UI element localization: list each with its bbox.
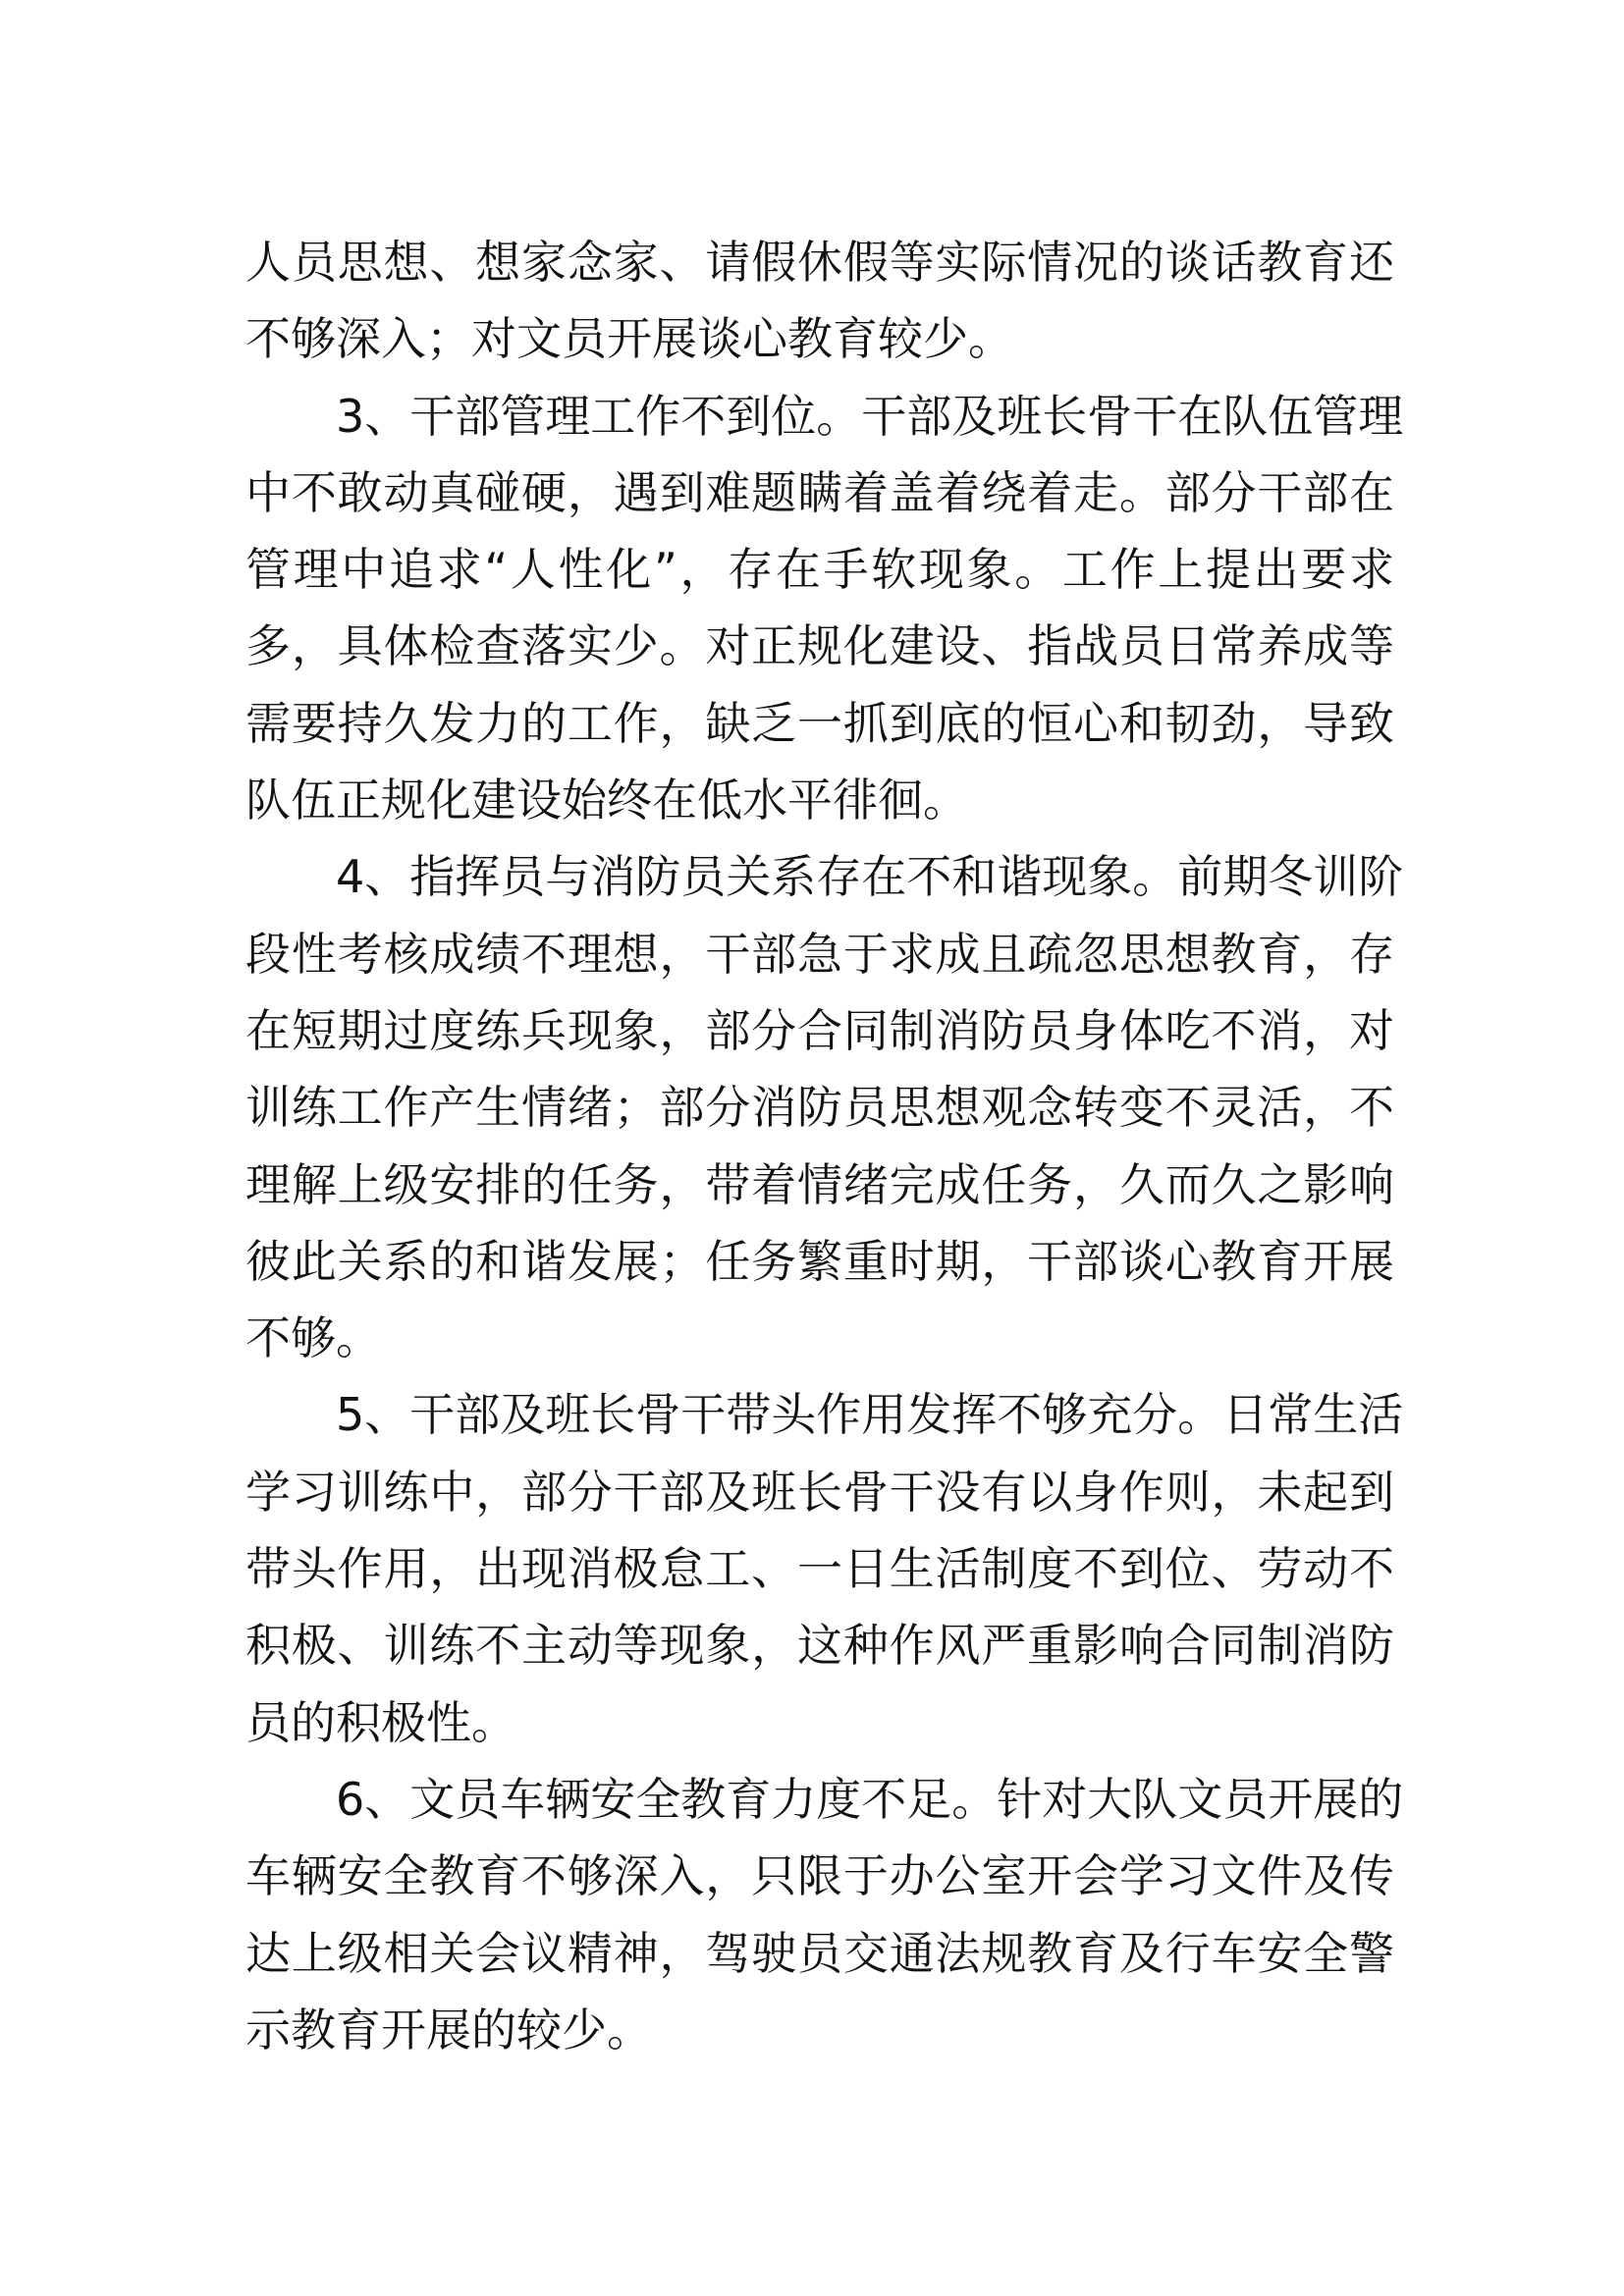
text-line: 学习训练中，部分干部及班长骨干没有以身作则，未起到	[245, 1465, 1394, 1519]
text-line: 人员思想、想家念家、请假休假等实际情况的谈话教育还	[245, 236, 1394, 289]
text-line: 队伍正规化建设始终在低水平徘徊。	[245, 774, 968, 828]
text-line: 积极、训练不主动等现象，这种作风严重影响合同制消防	[245, 1619, 1394, 1673]
text-line: 在短期过度练兵现象，部分合同制消防员身体吃不消，对	[245, 1003, 1394, 1057]
text-line: 示教育开展的较少。	[245, 2002, 652, 2056]
text-line: 带头作用，出现消极怠工、一日生活制度不到位、劳动不	[245, 1542, 1394, 1596]
text-line: 多，具体检查落实少。对正规化建设、指战员日常养成等	[245, 619, 1394, 673]
text-line: 需要持久发力的工作，缺乏一抓到底的恒心和韧劲，导致	[245, 696, 1394, 750]
text-line: 段性考核成绩不理想，干部急于求成且疏忽思想教育，存	[245, 927, 1394, 981]
text-line: 中不敢动真碰硬，遇到难题瞒着盖着绕着走。部分干部在	[245, 465, 1394, 519]
body-text	[245, 224, 1404, 2068]
text-line: 彼此关系的和谐发展；任务繁重时期，干部谈心教育开展	[245, 1234, 1394, 1288]
paragraph-heading-4: 4、指挥员与消防员关系存在不和谐现象。前期冬训阶	[336, 850, 1404, 904]
paragraph-heading-6: 6、文员车辆安全教育力度不足。针对大队文员开展的	[336, 1772, 1404, 1826]
text-line: 车辆安全教育不够深入，只限于办公室开会学习文件及传	[245, 1849, 1394, 1903]
text-line: 达上级相关会议精神，驾驶员交通法规教育及行车安全警	[245, 1926, 1394, 1980]
text-line: 训练工作产生情绪；部分消防员思想观念转变不灵活，不	[245, 1081, 1394, 1135]
text-line: 理解上级安排的任务，带着情绪完成任务，久而久之影响	[245, 1157, 1394, 1211]
text-line: 不够深入；对文员开展谈心教育较少。	[245, 312, 1013, 366]
paragraph-heading-5: 5、干部及班长骨干带头作用发挥不够充分。日常生活	[336, 1388, 1404, 1442]
text-line: 员的积极性。	[245, 1695, 516, 1749]
paragraph-heading-3: 3、干部管理工作不到位。干部及班长骨干在队伍管理	[336, 389, 1404, 443]
text-line: 管理中追求“人性化”，存在手软现象。工作上提出要求	[245, 543, 1394, 597]
text-line: 不够。	[245, 1311, 381, 1365]
